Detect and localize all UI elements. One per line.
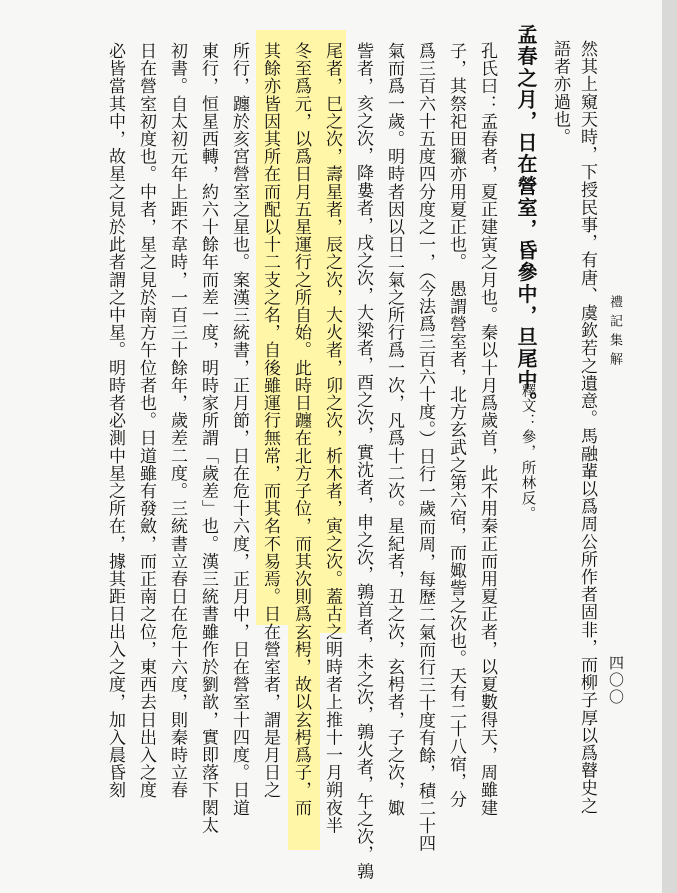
text-column-12: 東行，恒星西轉，約六十餘年而差一度，明時家所謂「歲差」也。漢三統書雖作於劉歆，實即落下閎太 (198, 42, 218, 834)
text-column-5: 爲三百六十五度四分度之一，（今法爲三百六十度。）日行一歲而周，每歷二氣而行三十度有餘，積二十四 (415, 42, 435, 853)
text-column-14: 日在營室初度也。中者，星之見於南方午位者也。日道雖有發斂，而正南之位，東西去日出入之度 (136, 42, 156, 799)
text-column-6: 氣而爲一歲。明時者因以日二氣之所行爲一次，凡爲十二次。星紀者，丑之次，玄枵者，子之次，娵 (384, 42, 404, 817)
text-column-3: 孔氏曰：孟春者，夏正建寅之月也。秦以十月爲歲首，此不用秦正而用夏正者，以夏數得天，周雖建 (477, 42, 497, 817)
text-column-13: 初書。自太初元年上距不韋時，一百三十餘年，歲差二度。三統書立春日在危十六度，則秦時立春 (167, 42, 187, 799)
page-number: 四〇〇 (607, 655, 625, 706)
classic-text-heading: 孟春之月，日在營室，昏參中，旦尾中。 (514, 24, 538, 413)
text-column-9: 冬至爲元，以爲日月五星運行之所自始。此時日躔在北方子位，而其次則爲玄枵，故以玄枵爲子，而 (291, 42, 311, 817)
text-column-10: 其餘亦皆因其所在而配以十二支之名，自後雖運行無常，而其名不易焉。日在營室者，謂是月日之 (260, 42, 280, 799)
text-column-8: 尾者，巳之次，壽星者，辰之次，大火者，卯之次，析木者，寅之次。蓋古之明時者上推十一月朔夜半 (322, 42, 342, 834)
page-edge-shadow (662, 0, 677, 893)
text-column-7: 訾者，亥之次，降婁者，戌之次，大梁者，酉之次，實沈者，申之次，鶉首者，未之次，鶉火者，午之次，鶉 (353, 42, 373, 880)
running-header-title: 禮記集解 (607, 295, 622, 371)
text-column-15: 必皆當其中，故星之見於此者謂之中星。明時者必測中星之所在，據其距日出入之度，加入晨昏刻 (105, 42, 125, 799)
text-column-2: 語者亦過也。 (550, 40, 570, 146)
text-column-4: 子，其祭祀田獵亦用夏正也。 愚謂營室者，北方玄武之第六宿，而娵訾之次也。天有二十八宿，分 (446, 42, 466, 808)
text-column-11: 所行，躔於亥宮營室之星也。案漢三統書，正月節，日在危十六度，正月中，日在營室十四度。日道 (229, 42, 249, 817)
text-column-1: 然其上窺天時，下授民事，有唐、虞欽若之遺意。馬融輩以爲周公所作者固非，而柳子厚以爲瞽史之 (577, 40, 597, 815)
pronunciation-note: 釋文：參，所林反。 (519, 383, 536, 522)
